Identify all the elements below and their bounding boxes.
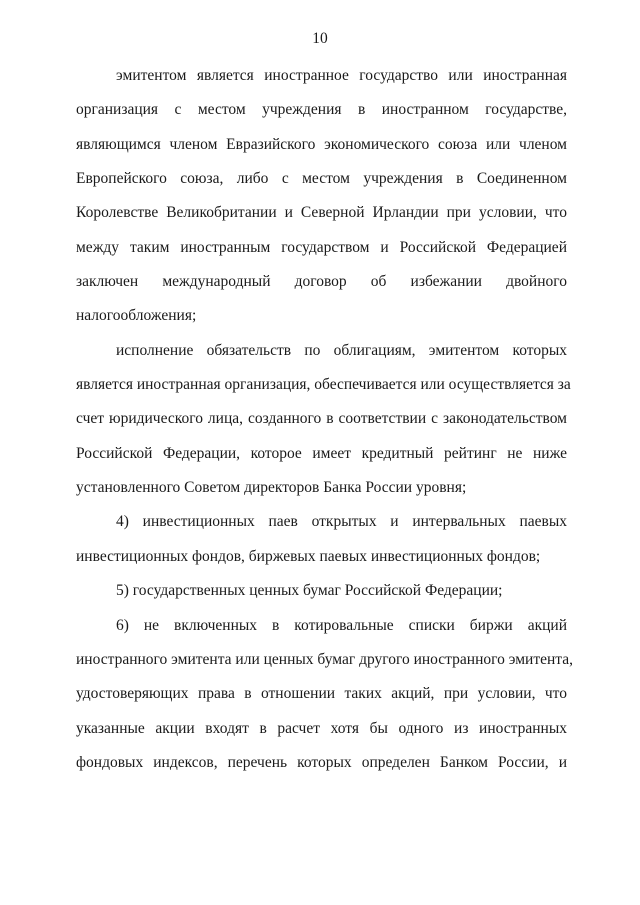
text-line: 4) инвестиционных паев открытых и интервальных паевых: [116, 513, 567, 531]
text-line: заключен международный договор об избежании двойного: [76, 273, 567, 291]
text-line: указанные акции входят в расчет хотя бы одного из иностранных: [76, 719, 567, 737]
text-line: между таким иностранным государством и Российской Федерацией: [76, 238, 567, 256]
text-line: иностранного эмитента или ценных бумаг другого иностранного эмитента,: [76, 650, 573, 668]
text-line: инвестиционных фондов, биржевых паевых инвестиционных фондов;: [76, 547, 541, 565]
text-line: являющимся членом Евразийского экономического союза или членом: [76, 135, 567, 153]
text-line: налогообложения;: [76, 307, 197, 325]
text-line: фондовых индексов, перечень которых определен Банком России, и: [76, 753, 567, 771]
document-body: [76, 66, 573, 787]
text-line: исполнение обязательств по облигациям, эмитентом которых: [116, 341, 567, 359]
text-line: организация с местом учреждения в иностранном государстве,: [76, 101, 567, 119]
text-line: является иностранная организация, обеспечивается или осуществляется за: [76, 376, 571, 394]
text-line: Королевстве Великобритании и Северной Ирландии при условии, что: [76, 204, 567, 222]
text-line: Российской Федерации, которое имеет кредитный рейтинг не ниже: [76, 444, 567, 462]
text-line: эмитентом является иностранное государство или иностранная: [116, 67, 567, 84]
text-line: установленного Советом директоров Банка России уровня;: [76, 479, 467, 497]
text-line: 6) не включенных в котировальные списки биржи акций: [116, 616, 567, 634]
page-number: 10: [312, 30, 328, 47]
text-line: 5) государственных ценных бумаг Российской Федерации;: [116, 582, 503, 600]
text-line: счет юридического лица, созданного в соответствии с законодательством: [76, 410, 567, 428]
text-line: удостоверяющих права в отношении таких акций, при условии, что: [76, 685, 567, 703]
text-line: Европейского союза, либо с местом учреждения в Соединенном: [76, 170, 567, 188]
